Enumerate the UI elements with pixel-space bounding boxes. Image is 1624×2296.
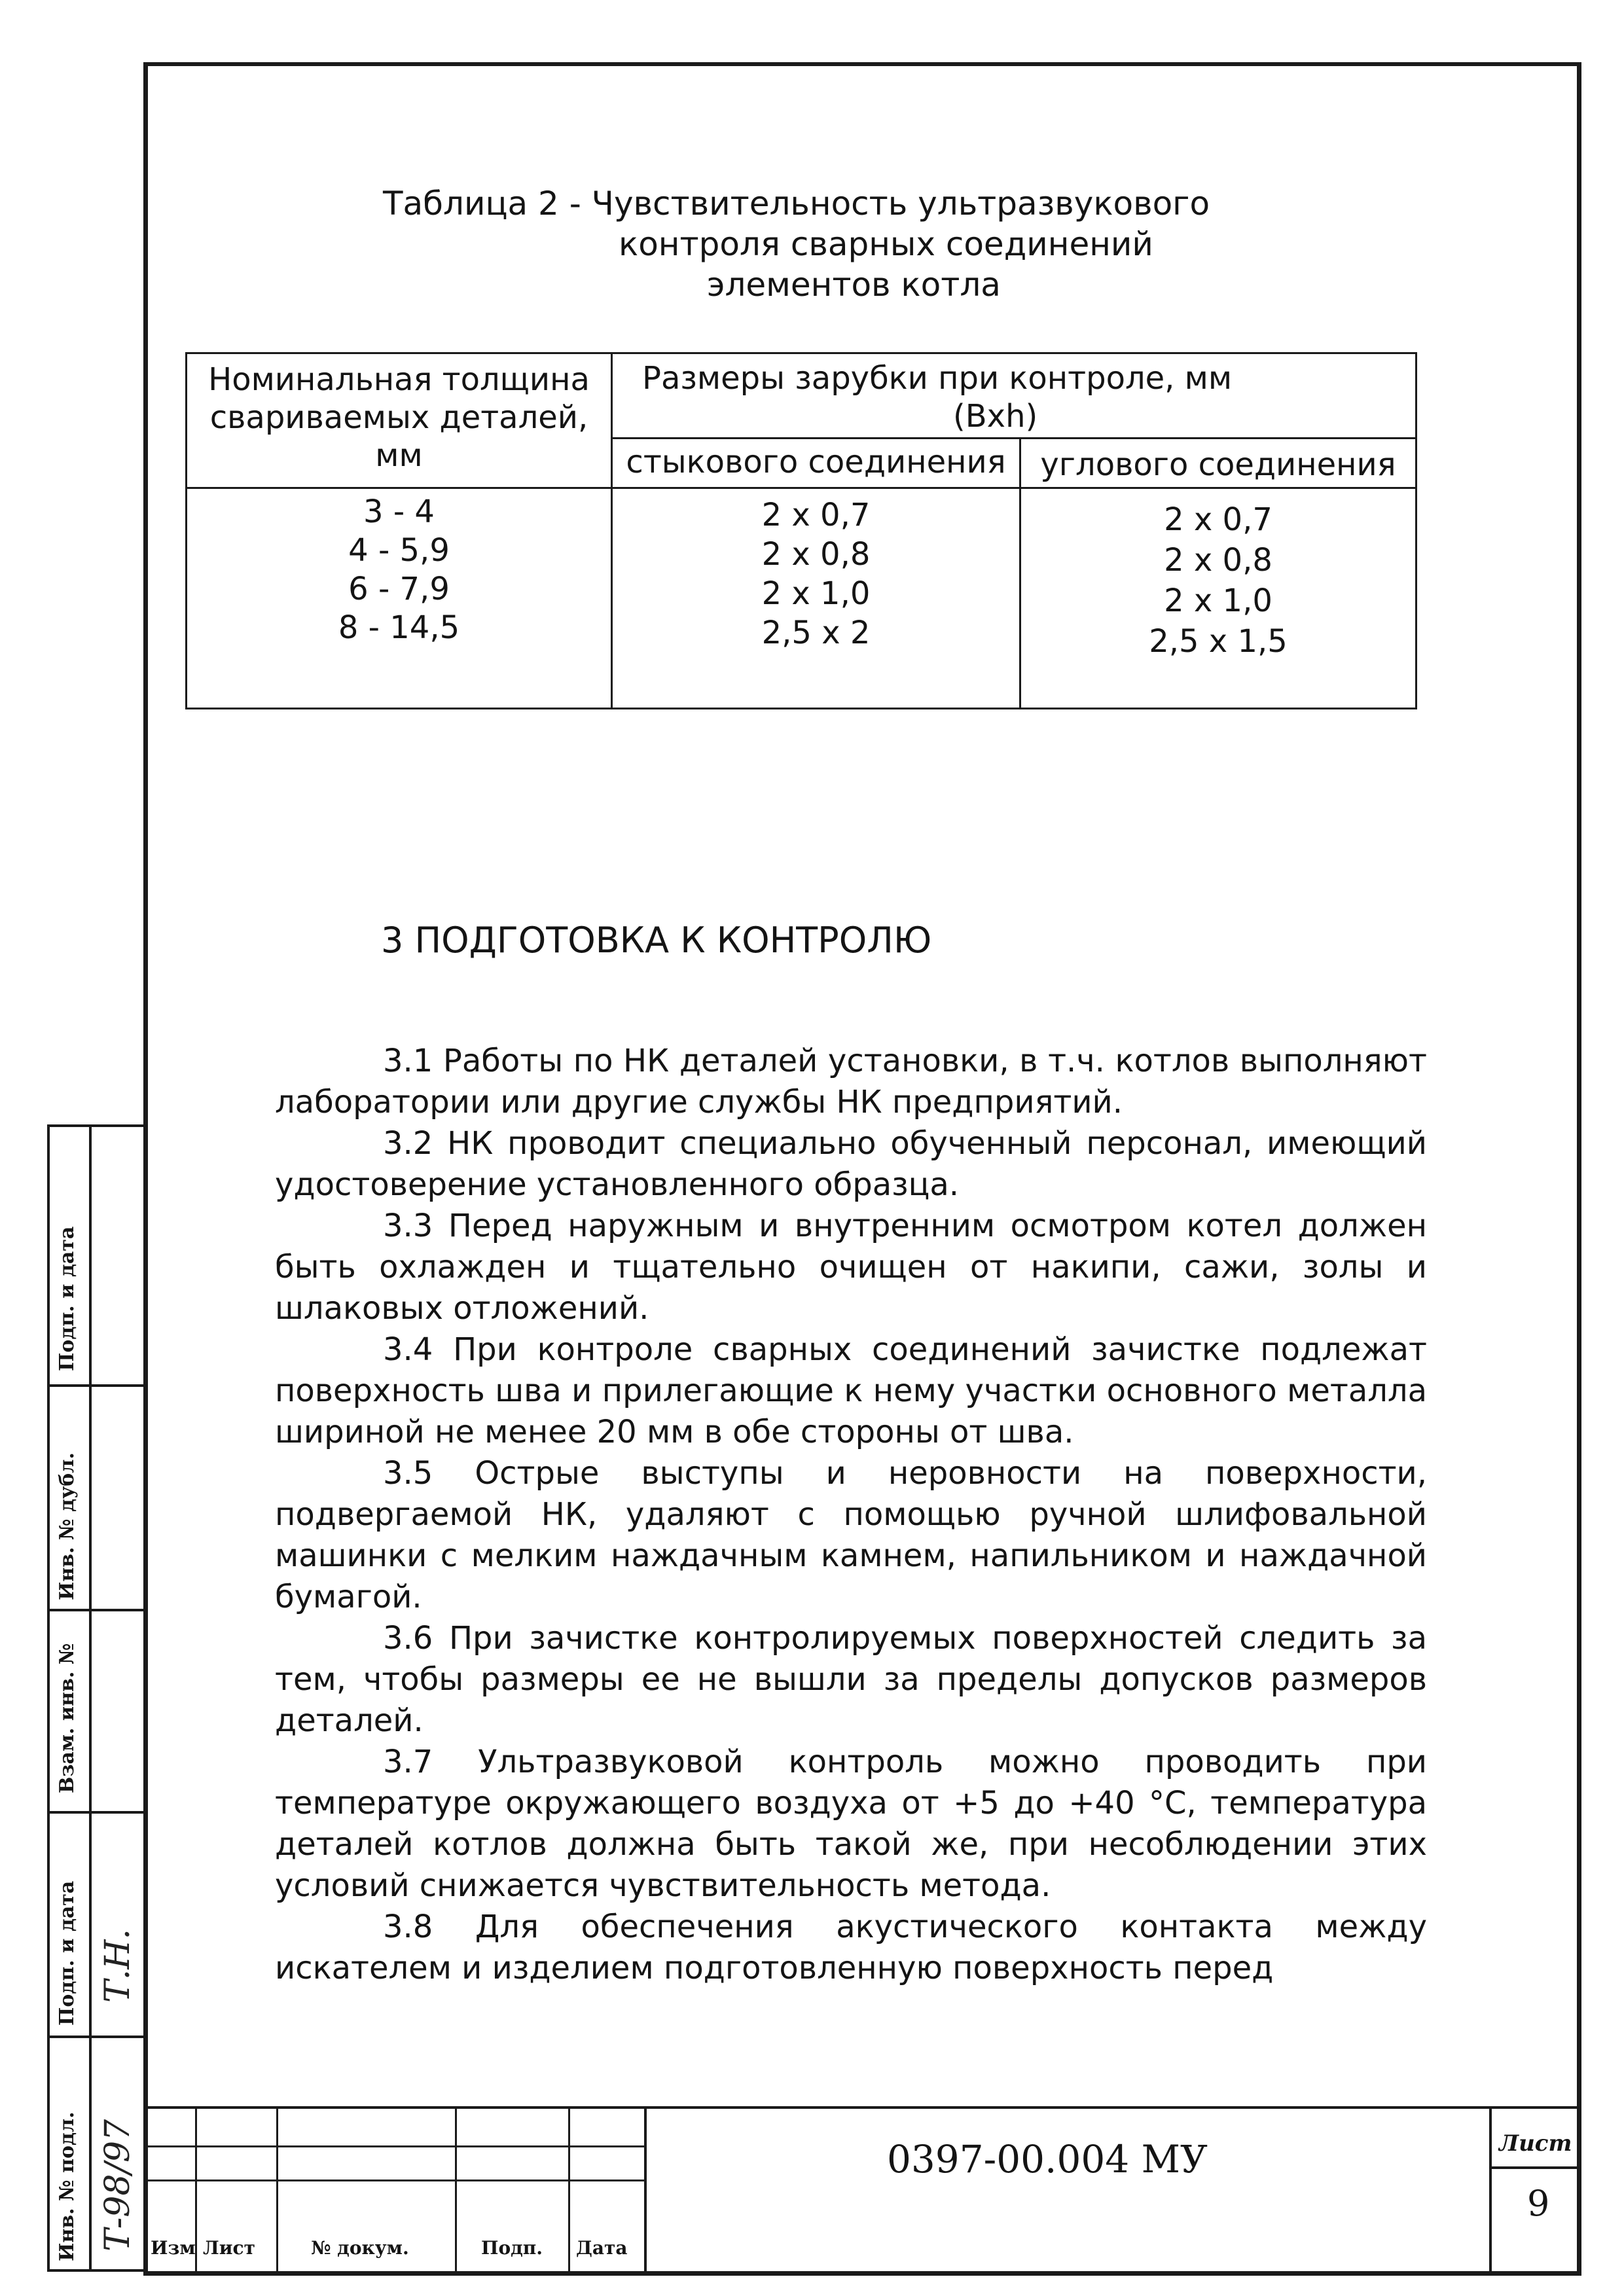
column-corner bbox=[1021, 499, 1415, 662]
caption-line-1: Таблица 2 - Чувствительность ультразвукового bbox=[383, 185, 1210, 223]
margin-stamp-divider bbox=[47, 1811, 146, 1814]
paragraph-3-2: 3.2 НК проводит специально обученный персонал, имеющий удостоверение установленного образца. bbox=[275, 1125, 1427, 1203]
document-number: 0397-00.004 МУ bbox=[887, 2137, 1208, 2181]
col-label-date: Дата bbox=[576, 2237, 628, 2259]
header-butt-joint: стыкового соединения bbox=[626, 444, 1006, 480]
col-label-signature: Подп. bbox=[481, 2237, 543, 2259]
table-caption bbox=[383, 183, 1210, 305]
col-label-doc-no: № докум. bbox=[311, 2237, 409, 2259]
paragraph-3-7: 3.7 Ультразвуковой контроль можно проводить при температуре окружающего воздуха от +5 до +40 °С, температура деталей котлов должна быть такой же, при несоблюдении этих условий снижается чувствительность метода. bbox=[275, 1744, 1427, 1904]
table-cell: 2 x 1,0 bbox=[761, 575, 871, 612]
col-label-sheet: Лист bbox=[203, 2237, 255, 2259]
title-block-divider bbox=[148, 2106, 1577, 2109]
paragraph-3-5: 3.5 Острые выступы и неровности на поверхности, подвергаемой НК, удаляют с помощью ручной шлифовальной машинки с мелким наждачным камнем, напильником и наждачной бумагой. bbox=[275, 1455, 1427, 1615]
table-cell: 2 x 0,7 bbox=[1164, 501, 1272, 538]
body-text bbox=[275, 1041, 1427, 1989]
margin-stamp-divider bbox=[47, 1384, 146, 1387]
header-corner-joint: углового соединения bbox=[1040, 446, 1396, 483]
title-block-divider bbox=[568, 2106, 570, 2271]
table-divider bbox=[611, 437, 1415, 439]
sheet-number: 9 bbox=[1527, 2183, 1550, 2224]
table-cell: 6 - 7,9 bbox=[348, 571, 450, 607]
stamp-label-inv-original: Инв. № подл. bbox=[56, 2111, 79, 2261]
table-cell: 2 x 0,7 bbox=[761, 497, 871, 533]
margin-stamp-divider bbox=[47, 1609, 146, 1611]
header-notch-line: Размеры зарубки при контроле, мм bbox=[642, 360, 1233, 397]
title-block-divider bbox=[148, 2145, 645, 2147]
header-thickness-line: мм bbox=[375, 437, 423, 474]
table-cell: 2 x 0,8 bbox=[761, 536, 871, 573]
margin-stamp-divider bbox=[47, 2036, 146, 2038]
stamp-label-inv-dup: Инв. № дубл. bbox=[56, 1452, 79, 1600]
title-block-divider bbox=[1489, 2106, 1492, 2271]
stamp-label-sign-date: Подп. и дата bbox=[56, 1880, 79, 2026]
header-thickness bbox=[187, 361, 611, 475]
paragraph-3-3: 3.3 Перед наружным и внутренним осмотром котел должен быть охлажден и тщательно очищен от накипи, сажи, золы и шлаковых отложений. bbox=[275, 1208, 1427, 1327]
col-label-change: Изм bbox=[151, 2237, 196, 2259]
paragraph-3-4: 3.4 При контроле сварных соединений зачистке подлежат поверхность шва и прилегающие к нему участки основного металла шириной не менее 20 мм в обе стороны от шва. bbox=[275, 1331, 1427, 1450]
table-cell: 2 x 0,8 bbox=[1164, 542, 1272, 579]
sensitivity-table bbox=[185, 352, 1417, 709]
table-cell: 2,5 x 1,5 bbox=[1149, 623, 1288, 660]
table-cell: 3 - 4 bbox=[363, 493, 435, 530]
stamp-label-sign-date: Подп. и дата bbox=[56, 1226, 79, 1371]
paragraph-3-1: 3.1 Работы по НК деталей установки, в т.ч. котлов выполняют лаборатории или другие службы НК предприятий. bbox=[275, 1043, 1427, 1121]
caption-line-2: контроля сварных соединений bbox=[619, 225, 1153, 263]
handwritten-inventory-number: Т-98/97 bbox=[98, 2119, 137, 2251]
table-cell: 2,5 x 2 bbox=[761, 615, 871, 651]
margin-stamp-divider bbox=[89, 1124, 92, 2272]
header-notch-sizes bbox=[613, 359, 1415, 435]
paragraph-3-6: 3.6 При зачистке контролируемых поверхностей следить за тем, чтобы размеры ее не вышли за пределы допусков размеров деталей. bbox=[275, 1620, 1427, 1739]
sheet-label: Лист bbox=[1499, 2130, 1572, 2157]
stamp-label-replace-inv: Взам. инв. № bbox=[56, 1643, 79, 1793]
header-thickness-line: Номинальная толщина bbox=[208, 361, 590, 398]
paragraph-3-8: 3.8 Для обеспечения акустического контакта между искателем и изделием подготовленную поверхность перед bbox=[275, 1909, 1427, 1986]
title-block-divider bbox=[1489, 2166, 1577, 2169]
section-heading: 3 ПОДГОТОВКА К КОНТРОЛЮ bbox=[381, 920, 932, 961]
header-thickness-line: свариваемых деталей, bbox=[209, 399, 588, 436]
column-thickness bbox=[187, 493, 611, 647]
caption-line-3: элементов котла bbox=[707, 266, 1001, 304]
title-block-divider bbox=[455, 2106, 457, 2271]
table-cell: 8 - 14,5 bbox=[338, 609, 460, 646]
table-divider bbox=[187, 487, 1415, 489]
title-block-divider bbox=[148, 2179, 645, 2181]
table-cell: 4 - 5,9 bbox=[348, 532, 450, 569]
title-block-divider bbox=[644, 2106, 647, 2271]
title-block-divider bbox=[276, 2106, 278, 2271]
column-butt bbox=[613, 495, 1019, 653]
header-notch-line: (Bxh) bbox=[953, 398, 1038, 435]
handwritten-signature: Т.Н. bbox=[98, 1928, 137, 2003]
table-cell: 2 x 1,0 bbox=[1164, 583, 1272, 619]
